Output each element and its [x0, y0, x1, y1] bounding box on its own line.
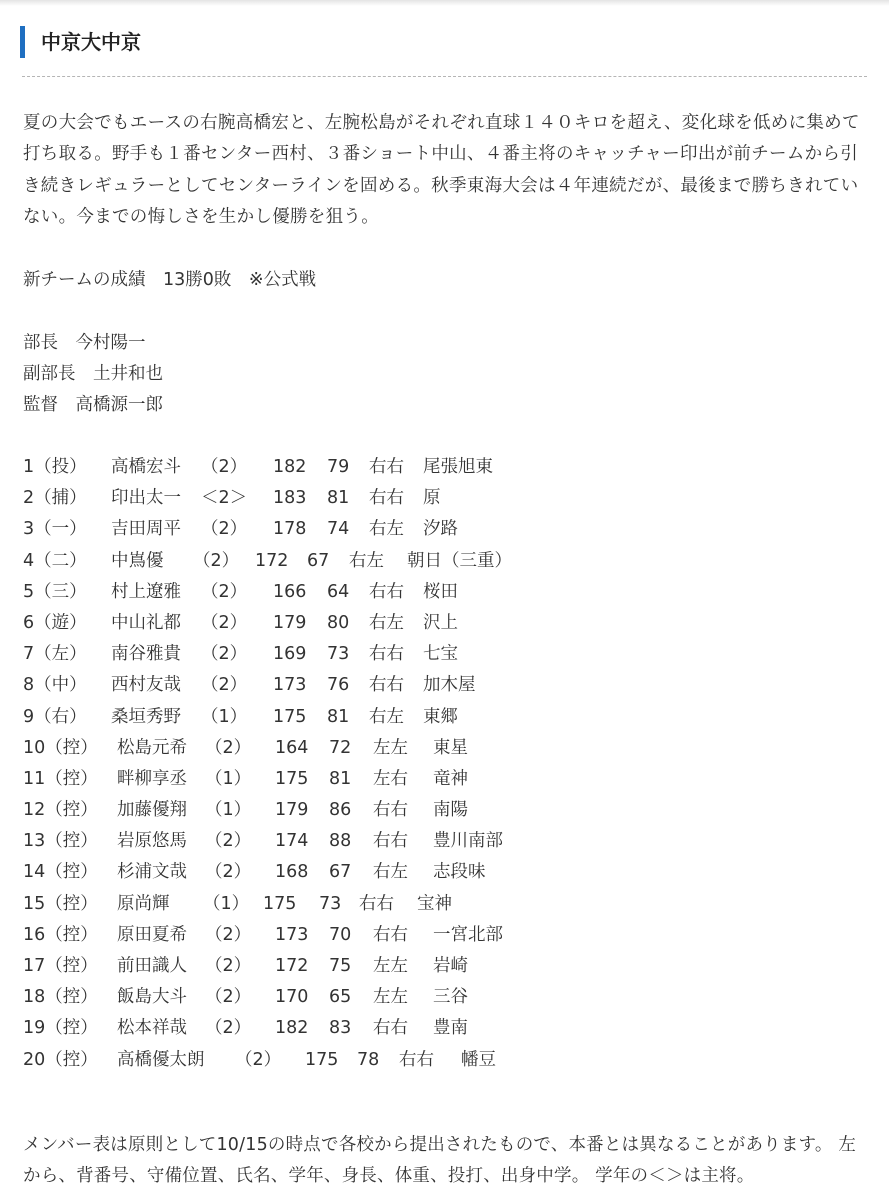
roster-row [23, 1013, 723, 1044]
player-junior-high: 宝神 [417, 893, 452, 914]
player-name: 桑垣秀野 [111, 706, 181, 727]
player-weight: 64 [327, 581, 350, 602]
player-bats-throws: 右右 [369, 675, 404, 696]
player-number-position: 9（右） [23, 706, 87, 727]
player-weight: 81 [327, 706, 350, 727]
player-bats-throws: 右右 [373, 924, 408, 945]
player-junior-high: 南陽 [433, 800, 468, 821]
player-bats-throws: 右右 [373, 800, 408, 821]
player-height: 174 [275, 831, 309, 852]
player-height: 170 [275, 987, 309, 1008]
player-height: 175 [263, 893, 297, 914]
player-number-position: 11（控） [23, 768, 98, 789]
player-grade: （2） [205, 924, 252, 945]
player-junior-high: 原 [423, 488, 441, 509]
player-name: 松本祥哉 [117, 1018, 187, 1039]
player-height: 175 [273, 706, 307, 727]
roster-row [23, 826, 723, 857]
staff-manager: 監督 高橋源一郎 [23, 395, 163, 415]
player-bats-throws: 右右 [359, 893, 394, 914]
player-name: 原田夏希 [117, 924, 187, 945]
team-record: 新チームの成績 13勝0敗 ※公式戦 [23, 270, 317, 290]
player-name: 中嶌優 [111, 550, 164, 571]
staff-director: 部長 今村陽一 [23, 333, 146, 353]
player-bats-throws: 右左 [369, 612, 404, 633]
player-height: 172 [275, 956, 309, 976]
player-junior-high: 七宝 [423, 644, 458, 665]
player-number-position: 6（遊） [23, 612, 87, 633]
roster-row [23, 639, 723, 670]
player-weight: 65 [329, 987, 352, 1008]
roster-row [23, 795, 723, 826]
player-junior-high: 汐路 [423, 519, 458, 540]
player-junior-high: 沢上 [423, 612, 458, 633]
player-height: 182 [275, 1018, 309, 1039]
player-weight: 83 [329, 1018, 352, 1039]
player-weight: 81 [327, 488, 350, 509]
player-height: 179 [275, 800, 309, 821]
player-height: 175 [305, 1049, 339, 1070]
player-number-position: 7（左） [23, 644, 87, 665]
player-name: 前田識人 [117, 956, 187, 976]
player-bats-throws: 右左 [369, 706, 404, 727]
team-description: 夏の大会でもエースの右腕高橋宏と、左腕松島がそれぞれ直球１４０キロを超え、変化球を低めに集めて打ち取る。野手も１番センター西村、３番ショート中山、４番主将のキャッチャー印出が前チームから引き続きレギュラーとしてセンターラインを固める。秋季東海大会は４年連続だが、最後まで勝ちきれていない。今までの悔しさを生かし優勝を狙う。 [23, 113, 860, 227]
player-grade: （2） [193, 550, 240, 571]
player-grade: （2） [201, 581, 248, 602]
player-grade: （2） [205, 956, 252, 976]
roster-row [23, 733, 723, 764]
roster-row [23, 483, 723, 514]
player-junior-high: 桜田 [423, 581, 458, 602]
player-height: 166 [273, 581, 307, 602]
roster-row [23, 920, 723, 951]
roster-row [23, 982, 723, 1013]
player-number-position: 2（捕） [23, 488, 87, 509]
roster-note: メンバー表は原則として10/15の時点で各校から提出されたもので、本番とは異なることがあります。 左から、背番号、守備位置、氏名、学年、身長、体重、投打、出身中学。 学年の＜＞は主将。 [23, 1135, 857, 1186]
player-grade: （2） [201, 644, 248, 665]
player-weight: 86 [329, 800, 352, 821]
player-name: 高橋優太朗 [117, 1049, 205, 1070]
player-junior-high: 三谷 [433, 987, 468, 1008]
player-weight: 79 [327, 457, 350, 477]
top-shadow [0, 0, 889, 6]
roster-row [23, 1045, 723, 1076]
player-weight: 70 [329, 924, 352, 945]
player-grade: （1） [201, 706, 248, 727]
player-bats-throws: 右右 [369, 457, 404, 477]
player-weight: 76 [327, 675, 350, 696]
player-name: 畔柳享丞 [117, 768, 187, 789]
roster-row [23, 577, 723, 608]
roster-row [23, 546, 723, 577]
player-name: 高橋宏斗 [111, 457, 181, 477]
player-junior-high: 東星 [433, 737, 468, 758]
player-junior-high: 尾張旭東 [423, 457, 493, 477]
player-weight: 73 [319, 893, 342, 914]
player-bats-throws: 右左 [349, 550, 384, 571]
player-number-position: 18（控） [23, 987, 98, 1008]
player-junior-high: 豊南 [433, 1018, 468, 1039]
player-height: 182 [273, 457, 307, 477]
player-name: 西村友哉 [111, 675, 181, 696]
player-number-position: 13（控） [23, 831, 98, 852]
player-weight: 78 [357, 1049, 380, 1070]
player-bats-throws: 右左 [369, 519, 404, 540]
player-bats-throws: 右右 [369, 644, 404, 665]
player-junior-high: 一宮北部 [433, 924, 503, 945]
player-weight: 75 [329, 956, 352, 976]
player-bats-throws: 右右 [373, 831, 408, 852]
player-weight: 67 [329, 862, 352, 883]
player-junior-high: 朝日（三重） [407, 550, 512, 571]
player-name: 村上遼雅 [111, 581, 181, 602]
player-name: 吉田周平 [111, 519, 181, 540]
player-junior-high: 東郷 [423, 706, 458, 727]
player-number-position: 1（投） [23, 457, 87, 477]
player-number-position: 14（控） [23, 862, 98, 883]
player-name: 南谷雅貴 [111, 644, 181, 665]
section-heading: 中京大中京 [20, 26, 141, 58]
player-name: 松島元希 [117, 737, 187, 758]
player-bats-throws: 左左 [373, 956, 408, 976]
player-grade: （2） [201, 519, 248, 540]
player-weight: 74 [327, 519, 350, 540]
player-bats-throws: 右右 [369, 488, 404, 509]
player-grade: （2） [235, 1049, 282, 1070]
player-name: 原尚輝 [117, 893, 170, 914]
player-number-position: 20（控） [23, 1049, 98, 1070]
player-grade: （2） [205, 987, 252, 1008]
player-height: 164 [275, 737, 309, 758]
player-bats-throws: 左右 [373, 768, 408, 789]
roster-row [23, 951, 723, 982]
player-junior-high: 竜神 [433, 768, 468, 789]
player-junior-high: 岩崎 [433, 956, 468, 976]
player-bats-throws: 左左 [373, 737, 408, 758]
player-name: 杉浦文哉 [117, 862, 187, 883]
player-number-position: 3（一） [23, 519, 87, 540]
staff-assistant-director: 副部長 土井和也 [23, 364, 163, 384]
player-name: 中山礼都 [111, 612, 181, 633]
player-height: 183 [273, 488, 307, 509]
player-weight: 73 [327, 644, 350, 665]
player-number-position: 17（控） [23, 956, 98, 976]
player-height: 168 [275, 862, 309, 883]
player-grade: （2） [205, 1018, 252, 1039]
player-height: 172 [255, 550, 289, 571]
player-grade: （2） [201, 457, 248, 477]
roster-row [23, 857, 723, 888]
player-bats-throws: 右左 [373, 862, 408, 883]
player-name: 加藤優翔 [117, 800, 187, 821]
roster-row [23, 764, 723, 795]
player-grade: （2） [201, 612, 248, 633]
player-number-position: 4（二） [23, 550, 87, 571]
player-bats-throws: 右右 [399, 1049, 434, 1070]
player-name: 飯島大斗 [117, 987, 187, 1008]
roster-row [23, 514, 723, 545]
roster-row [23, 702, 723, 733]
player-weight: 80 [327, 612, 350, 633]
player-roster [23, 452, 723, 1076]
player-number-position: 16（控） [23, 924, 98, 945]
player-number-position: 15（控） [23, 893, 98, 914]
player-grade: （2） [205, 737, 252, 758]
player-junior-high: 志段味 [433, 862, 486, 883]
roster-row [23, 670, 723, 701]
player-height: 173 [275, 924, 309, 945]
player-number-position: 8（中） [23, 675, 87, 696]
player-weight: 67 [307, 550, 330, 571]
player-height: 175 [275, 768, 309, 789]
player-junior-high: 豊川南部 [433, 831, 503, 852]
dashed-divider [22, 76, 867, 77]
player-height: 169 [273, 644, 307, 665]
player-name: 岩原悠馬 [117, 831, 187, 852]
player-height: 178 [273, 519, 307, 540]
player-number-position: 19（控） [23, 1018, 98, 1039]
player-height: 179 [273, 612, 307, 633]
player-grade: （2） [205, 862, 252, 883]
roster-row [23, 889, 723, 920]
player-junior-high: 幡豆 [461, 1049, 496, 1070]
player-height: 173 [273, 675, 307, 696]
player-bats-throws: 左左 [373, 987, 408, 1008]
player-name: 印出太一 [111, 488, 181, 509]
player-grade: （1） [205, 800, 252, 821]
player-weight: 72 [329, 737, 352, 758]
player-number-position: 12（控） [23, 800, 98, 821]
player-bats-throws: 右右 [369, 581, 404, 602]
player-junior-high: 加木屋 [423, 675, 476, 696]
player-number-position: 10（控） [23, 737, 98, 758]
player-grade: （1） [205, 768, 252, 789]
player-weight: 88 [329, 831, 352, 852]
player-grade: （2） [205, 831, 252, 852]
roster-row [23, 452, 723, 483]
player-weight: 81 [329, 768, 352, 789]
player-bats-throws: 右右 [373, 1018, 408, 1039]
player-grade: ＜2＞ [201, 488, 248, 509]
player-grade: （1） [203, 893, 250, 914]
roster-row [23, 608, 723, 639]
player-grade: （2） [201, 675, 248, 696]
player-number-position: 5（三） [23, 581, 87, 602]
